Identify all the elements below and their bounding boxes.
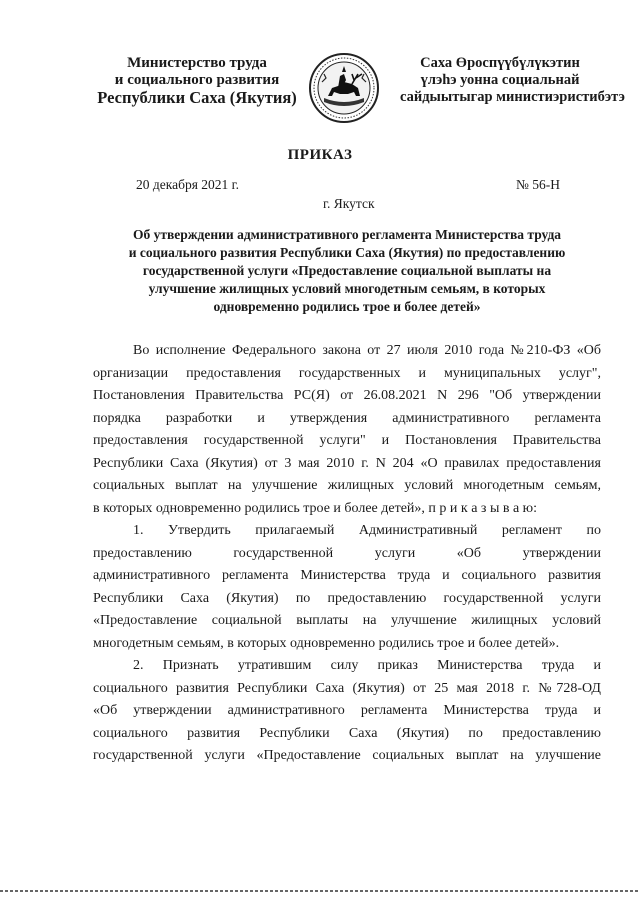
body-line: «Об утверждении административного регламента Министерства труда и — [93, 703, 601, 718]
body-line: государственной услуги «Предоставление социальных выплат на улучшение — [93, 748, 601, 763]
body-line: порядка разработки и утверждения административного регламента — [93, 410, 601, 426]
body-line: административного регламента Министерства труда и социального развития — [93, 568, 601, 583]
sakha-coat-of-arms-icon — [308, 52, 380, 124]
org-sah-line: сайдыытыгар министиэристибэтэ — [400, 89, 625, 105]
page-edge-rule — [0, 890, 640, 892]
subject-line: одновременно родились трое и более детей» — [213, 299, 481, 314]
body-line: предоставлению государственной услуги «Об утверждении — [93, 545, 601, 561]
order-number: № 56-Н — [516, 177, 561, 192]
body-line: 2. Признать утратившим силу приказ Министерства труда и — [133, 658, 601, 673]
document-title: ПРИКАЗ — [287, 147, 353, 163]
body-line: Во исполнение Федерального закона от 27 июля 2010 года №210-ФЗ «Об — [133, 343, 601, 358]
subject-line: улучшение жилищных условий многодетным семьям, в которых — [148, 281, 546, 296]
body-line: организации предоставления государственных и муниципальных услуг", — [93, 365, 601, 381]
body-line: в которых одновременно родились трое и более детей», п р и к а з ы в а ю: — [93, 500, 538, 516]
body-line: «Предоставление социальной выплаты на улучшение жилищных условий — [93, 613, 601, 628]
subject-line: Об утверждении административного регламента Министерства труда — [132, 227, 562, 242]
order-body — [93, 340, 601, 768]
body-line: Республики Саха (Якутия) от 3 мая 2010 г. N 204 «О правилах предоставления — [93, 455, 601, 471]
subject-line: и социального развития Республики Саха (Якутия) по предоставлению — [128, 245, 566, 260]
org-sah-line: Саха Өроспүүбүлүкэтин — [420, 55, 580, 71]
body-line: многодетным семьям, в которых одновременно родились трое и более детей». — [93, 635, 560, 651]
body-line: социальных выплат на улучшение жилищных условий многодетным семьям, — [93, 478, 601, 493]
subject-line: государственной услуги «Предоставление социальной выплаты на — [142, 263, 552, 278]
org-name-russian — [92, 55, 302, 106]
body-line: предоставления государственной услуги" и Постановления Правительства — [93, 433, 601, 448]
org-sah-line: үлэһэ уонна социальнай — [420, 72, 580, 88]
body-line: Постановления Правительства РС(Я) от 26.08.2021 N 296 "Об утверждении — [93, 388, 601, 403]
order-date: 20 декабря 2021 г. — [136, 177, 240, 192]
order-city: г. Якутск — [323, 196, 375, 211]
body-line: Республики Саха (Якутия) по предоставлению государственной услуги — [93, 590, 601, 606]
org-name-sakha — [400, 55, 625, 106]
body-line: 1. Утвердить прилагаемый Административный регламент по — [133, 523, 601, 538]
org-ru-line: Республики Саха (Якутия) — [97, 88, 297, 107]
body-line: социального развития Республики Саха (Якутия) от 25 мая 2018 г. №728-ОД — [93, 680, 601, 696]
order-subject — [108, 226, 586, 316]
org-ru-line: и социального развития — [114, 72, 280, 88]
body-line: социального развития Республики Саха (Якутия) по предоставлению — [93, 725, 601, 741]
org-ru-line: Министерство труда — [127, 55, 267, 71]
